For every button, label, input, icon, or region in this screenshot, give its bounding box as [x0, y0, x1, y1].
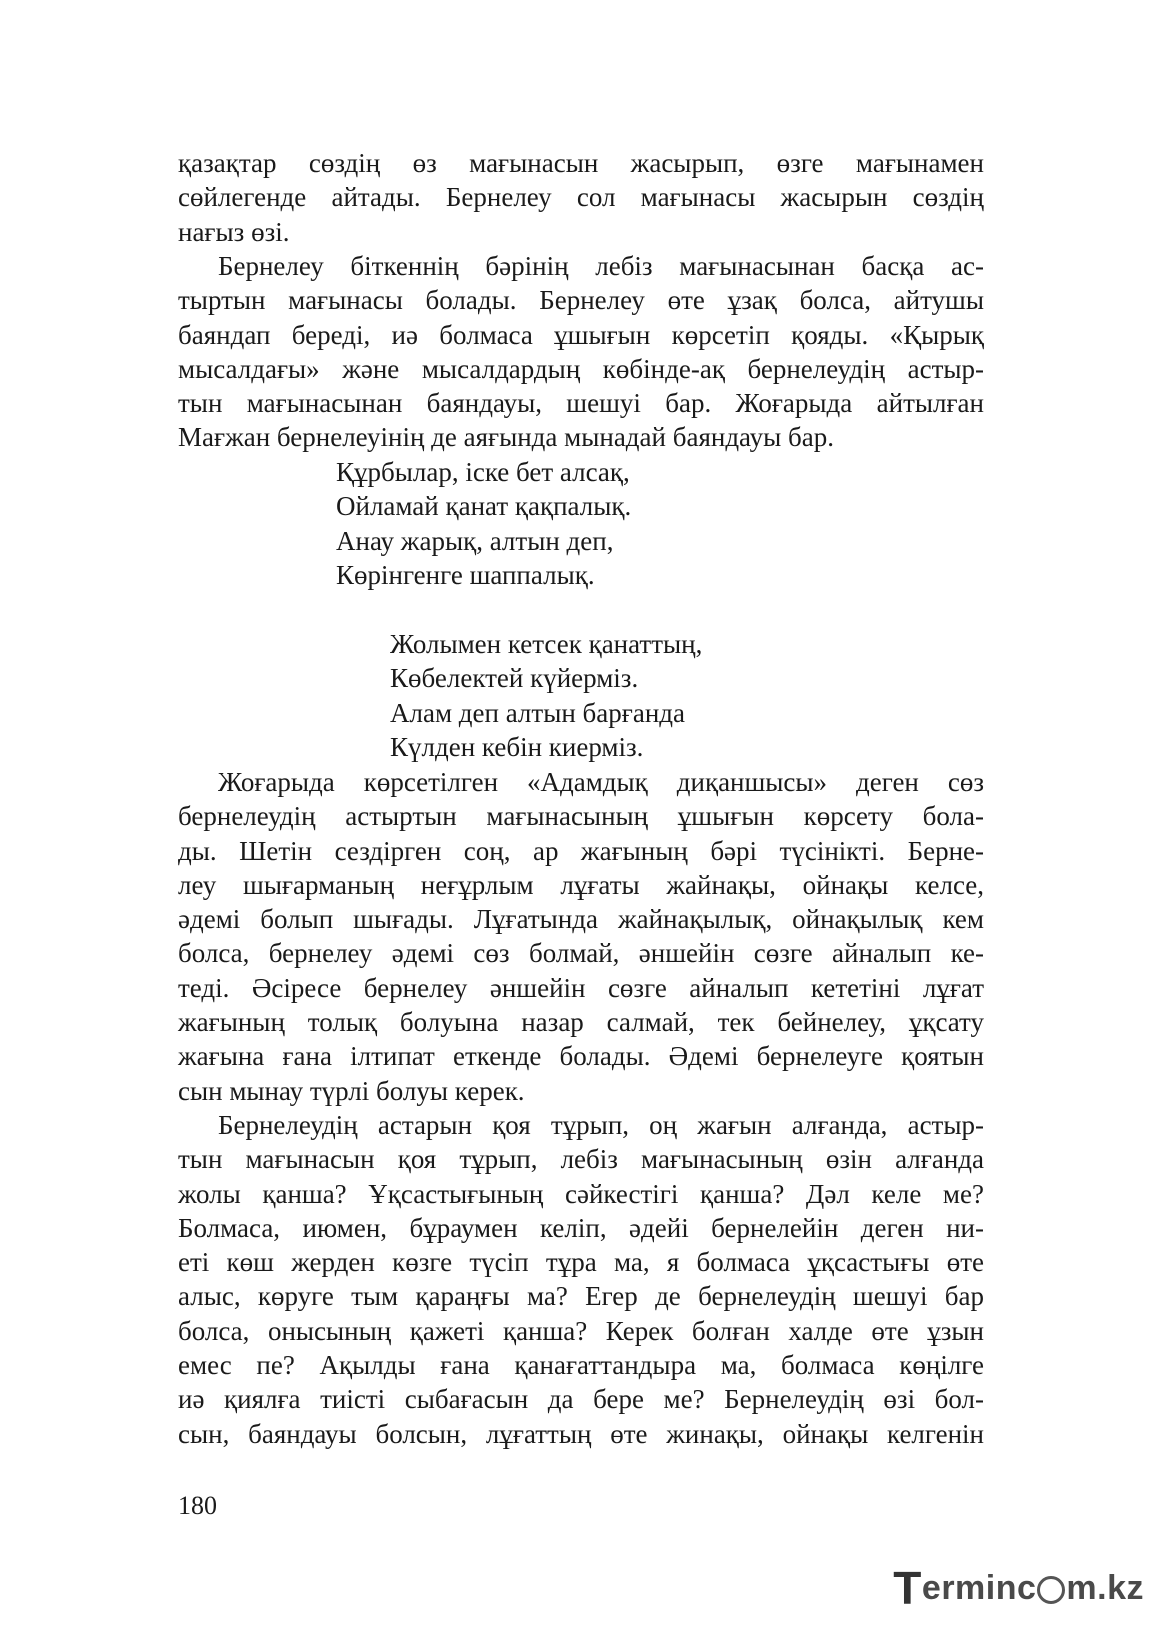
text-line: Бернелеу біткеннің бәрінің лебіз мағынасынан басқа ас- — [218, 251, 984, 281]
verse-line: Көрінгенге шаппалық. — [336, 559, 595, 590]
verse-line: Жолымен кетсек қанаттың, — [390, 629, 703, 659]
text-line: болса, онысының қажеті қанша? Керек болған халде өте ұзын — [178, 1315, 984, 1346]
text-line: Жоғарыда көрсетілген «Адамдық диқаншысы» деген сөз — [218, 767, 984, 797]
text-line: сын, баяндауы болсын, лұғаттың өте жинақы, ойнақы келгенін — [178, 1418, 984, 1449]
text-line: жағына ғана ілтипат еткенде болады. Әдемі бернелеуге қоятын — [178, 1041, 984, 1072]
text-line: жолы қанша? Ұқсастығының сәйкестігі қанша? Дәл келе ме? — [178, 1178, 984, 1209]
text-line: әдемі болып шығады. Лұғатында жайнақылық, ойнақылық кем — [178, 904, 984, 935]
text-line: қазақтар сөздің өз мағынасын жасырып, өзге мағынамен — [178, 148, 984, 178]
paragraph-2 — [178, 249, 984, 455]
verse-line: Алам деп алтын барғанда — [390, 697, 685, 728]
verse-stanza-2 — [390, 627, 702, 764]
magnifier-icon — [1037, 1576, 1065, 1604]
text-line: болса, бернелеу әдемі сөз болмай, әншейін сөзге айналып ке- — [178, 938, 984, 969]
watermark-text: erminc — [921, 1568, 1037, 1607]
verse-line: Күлден кебін киерміз. — [390, 731, 644, 762]
text-line: баяндап береді, иә болмаса ұшығын көрсетіп қояды. «Қырық — [178, 319, 984, 350]
paragraph-1 — [178, 146, 984, 249]
text-line: бернелеудің астыртын мағынасының ұшығын көрсету бола- — [178, 801, 984, 832]
text-line: Мағжан бернелеуінің де аяғында мынадай баяндауы бар. — [178, 422, 835, 453]
text-line: еті көш жерден көзге түсіп тұра ма, я болмаса ұқсастығы өте — [178, 1247, 984, 1278]
watermark-domain: m.kz — [1066, 1568, 1144, 1607]
paragraph-4 — [178, 1108, 984, 1451]
watermark-logo — [893, 1561, 1144, 1615]
watermark-letter: T — [893, 1562, 922, 1614]
text-line: емес пе? Ақылды ғана қанағаттандыра ма, болмаса көңілге — [178, 1350, 984, 1381]
text-line: ды. Шетін сездірген соң, ар жағының бәрі түсінікті. Берне- — [178, 835, 984, 866]
text-line: нағыз өзі. — [178, 216, 290, 247]
text-line: Болмаса, июмен, бұраумен келіп, әдейі бернелейін деген ни- — [178, 1212, 984, 1243]
text-line: Бернелеудің астарын қоя тұрып, оң жағын алғанда, астыр- — [218, 1110, 984, 1140]
text-line: мысалдағы» және мысалдардың көбінде-ақ бернелеудің астыр- — [178, 353, 984, 384]
text-line: тыртын мағынасы болады. Бернелеу өте ұзақ болса, айтушы — [178, 285, 984, 316]
text-line: жағының толық болуына назар салмай, тек бейнелеу, ұқсату — [178, 1007, 984, 1038]
text-line: тын мағынасын қоя тұрып, лебіз мағынасының өзін алғанда — [178, 1144, 984, 1175]
verse-line: Анау жарық, алтын деп, — [336, 525, 614, 556]
text-line: сөйлегенде айтады. Бернелеу сол мағынасы жасырын сөздің — [178, 182, 984, 213]
text-line: теді. Әсіресе бернелеу әншейін сөзге айналып кететіні лұғат — [178, 972, 984, 1003]
text-line: алыс, көруге тым қараңғы ма? Егер де бернелеудің шешуі бар — [178, 1281, 984, 1312]
verse-line: Құрбылар, іске бет алсақ, — [336, 457, 630, 487]
page-number: 180 — [178, 1491, 217, 1520]
verse-line: Ойламай қанат қақпалық. — [336, 491, 632, 522]
text-line: леу шығарманың неғұрлым лұғаты жайнақы, ойнақы келсе, — [178, 869, 984, 900]
paragraph-3 — [178, 765, 984, 1108]
verse-stanza-1 — [336, 455, 631, 592]
text-line: сын мынау түрлі болуы керек. — [178, 1075, 525, 1106]
text-line: иә қиялға тиісті сыбағасын да бере ме? Бернелеудің өзі бол- — [178, 1384, 984, 1415]
text-line: тын мағынасынан баяндауы, шешуі бар. Жоғарыда айтылған — [178, 388, 984, 419]
verse-line: Көбелектей күйерміз. — [390, 663, 639, 694]
